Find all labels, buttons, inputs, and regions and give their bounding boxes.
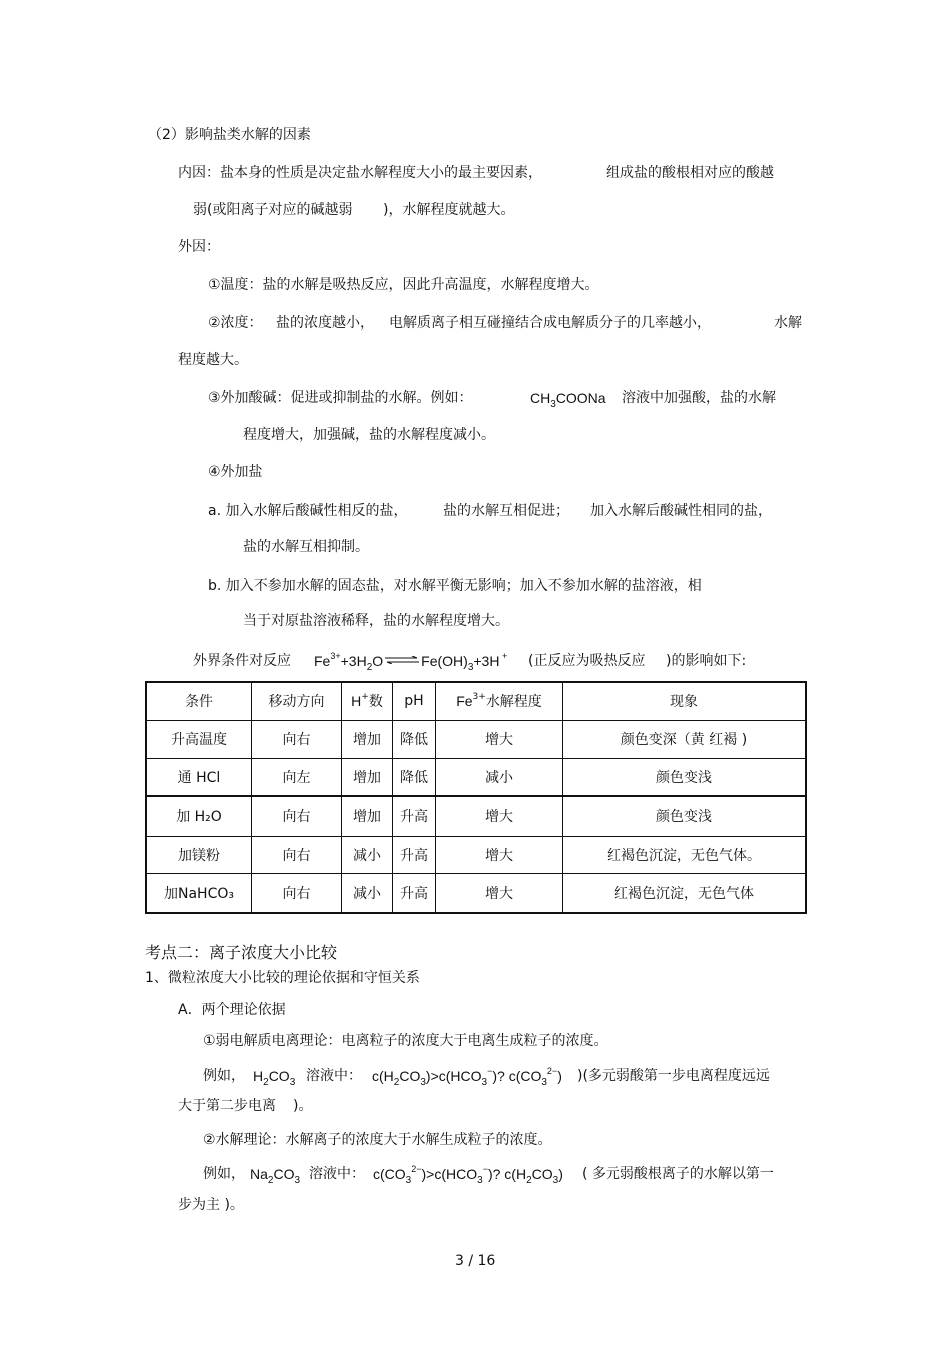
internal-factor-line1a: 内因：盐本身的性质是决定盐水解程度大小的最主要因素， bbox=[178, 165, 542, 181]
cell-h-count: 增加 bbox=[342, 796, 393, 836]
formula-na2co3: $Na_2CO_3$ bbox=[250, 1166, 301, 1186]
cell-phenomenon: 颜色变浅 bbox=[563, 796, 807, 836]
cell-direction: 向右 bbox=[252, 796, 342, 836]
table-row bbox=[146, 720, 806, 758]
theory-hydrolysis: ②水解理论：水解离子的浓度大于水解生成粒子的浓度。 bbox=[203, 1132, 552, 1148]
cell-phenomenon: 红褐色沉淀，无色气体。 bbox=[563, 836, 807, 873]
cell-condition: 加 H₂O bbox=[146, 796, 252, 836]
theory-ionization: ①弱电解质电离理论：电离粒子的浓度大于电离生成粒子的浓度。 bbox=[203, 1033, 608, 1049]
internal-factor-line1b: 组成盐的酸根相对应的酸越 bbox=[606, 165, 774, 181]
cell-h-count: 增加 bbox=[342, 720, 393, 758]
reaction-note-a: (正反应为吸热反应 bbox=[528, 653, 646, 669]
internal-factor-line2a: 弱(或阳离子对应的碱越弱 bbox=[193, 202, 353, 218]
cell-condition: 通 HCl bbox=[146, 758, 252, 796]
example-1-tail: )(多元弱酸第一步电离程度远远 bbox=[577, 1068, 770, 1084]
factor-salt-a2: 盐的水解互相促进； bbox=[443, 503, 569, 519]
reaction-equation: $Fe^{3+}+3H_2O$ $Fe(OH)_3+3H$ + bbox=[314, 651, 508, 673]
cell-ph: 升高 bbox=[393, 796, 436, 836]
cell-hydrolysis: 增大 bbox=[436, 873, 563, 913]
reaction-intro: 外界条件对反应 bbox=[193, 653, 291, 669]
section-kd2-title: 考点二：离子浓度大小比较 bbox=[145, 943, 338, 962]
table-row bbox=[146, 758, 806, 796]
table-row bbox=[146, 796, 806, 836]
header-phenomenon: 现象 bbox=[563, 682, 807, 720]
cell-ph: 升高 bbox=[393, 873, 436, 913]
cell-phenomenon: 红褐色沉淀，无色气体 bbox=[563, 873, 807, 913]
factor-salt-a1: a. 加入水解后酸碱性相反的盐， bbox=[208, 503, 408, 519]
cell-hydrolysis: 增大 bbox=[436, 836, 563, 873]
factor-concentration-e: 程度越大。 bbox=[178, 352, 248, 368]
example-2-line2: 步为主 )。 bbox=[178, 1197, 244, 1213]
kd2-item-a: A．两个理论依据 bbox=[178, 1002, 286, 1018]
factor-acid-base-b: 溶液中加强酸，盐的水解 bbox=[622, 390, 776, 406]
factor-salt: ④外加盐 bbox=[208, 464, 263, 480]
cell-h-count: 减小 bbox=[342, 873, 393, 913]
factor-concentration-b: 盐的浓度越小， bbox=[276, 315, 374, 331]
cell-condition: 加镁粉 bbox=[146, 836, 252, 873]
cell-ph: 降低 bbox=[393, 720, 436, 758]
factor-concentration-c: 电解质离子相互碰撞结合成电解质分子的几率越小， bbox=[389, 315, 711, 331]
factor-acid-base-a: ③外加酸碱：促进或抑制盐的水解。例如： bbox=[208, 390, 473, 406]
external-factor-heading: 外因： bbox=[178, 239, 220, 255]
table-row bbox=[146, 873, 806, 913]
table-row bbox=[146, 836, 806, 873]
example-2-solution: 溶液中： bbox=[309, 1166, 365, 1182]
factor-salt-b1: b. 加入不参加水解的固态盐，对水解平衡无影响；加入不参加水解的盐溶液，相 bbox=[208, 578, 702, 594]
conditions-table bbox=[145, 681, 807, 914]
example-1-label: 例如， bbox=[203, 1068, 245, 1084]
section-2-title: （2）影响盐类水解的因素 bbox=[148, 127, 311, 143]
page-number: 3 / 16 bbox=[455, 1253, 496, 1269]
formula-h2co3: $H_2CO_3$ bbox=[253, 1068, 296, 1088]
example-2-tail: ( 多元弱酸根离子的水解以第一 bbox=[582, 1166, 774, 1182]
cell-h-count: 减小 bbox=[342, 836, 393, 873]
header-h-count: H+数 bbox=[342, 682, 393, 720]
header-condition: 条件 bbox=[146, 682, 252, 720]
cell-hydrolysis: 减小 bbox=[436, 758, 563, 796]
cell-hydrolysis: 增大 bbox=[436, 796, 563, 836]
cell-direction: 向右 bbox=[252, 836, 342, 873]
cell-hydrolysis: 增大 bbox=[436, 720, 563, 758]
cell-phenomenon: 颜色变深（黄 红褐 ) bbox=[563, 720, 807, 758]
cell-condition: 升高温度 bbox=[146, 720, 252, 758]
factor-salt-a4: 盐的水解互相抑制。 bbox=[243, 539, 369, 555]
factor-temperature: ①温度：盐的水解是吸热反应，因此升高温度，水解程度增大。 bbox=[208, 277, 599, 293]
cell-ph: 升高 bbox=[393, 836, 436, 873]
cell-direction: 向右 bbox=[252, 873, 342, 913]
example-1-line2b: )。 bbox=[293, 1098, 313, 1114]
cell-h-count: 增加 bbox=[342, 758, 393, 796]
reaction-note-b: )的影响如下: bbox=[666, 653, 747, 669]
header-hydrolysis: $Fe^{3+}$水解程度 bbox=[436, 682, 563, 720]
factor-acid-base-c: 程度增大，加强碱，盐的水解程度减小。 bbox=[243, 427, 495, 443]
cell-direction: 向左 bbox=[252, 758, 342, 796]
example-1-solution: 溶液中： bbox=[306, 1068, 362, 1084]
equilibrium-arrow-icon bbox=[385, 656, 419, 664]
table-header-row bbox=[146, 682, 806, 720]
header-direction: 移动方向 bbox=[252, 682, 342, 720]
example-2-label: 例如， bbox=[203, 1166, 245, 1182]
example-2-relation: $c(CO_3^{2-})>c(HCO_3^-)$? $c(H_2CO_3)$ bbox=[373, 1164, 563, 1186]
factor-concentration-d: 水解 bbox=[774, 315, 802, 331]
factor-salt-b2: 当于对原盐溶液稀释，盐的水解程度增大。 bbox=[243, 613, 509, 629]
factor-salt-a3: 加入水解后酸碱性相同的盐， bbox=[590, 503, 772, 519]
internal-factor-line2b: )，水解程度就越大。 bbox=[383, 202, 515, 218]
kd2-item-1: 1、微粒浓度大小比较的理论依据和守恒关系 bbox=[145, 970, 420, 986]
factor-concentration-a: ②浓度： bbox=[208, 315, 263, 331]
cell-phenomenon: 颜色变浅 bbox=[563, 758, 807, 796]
cell-direction: 向右 bbox=[252, 720, 342, 758]
example-1-relation: $c(H_2CO_3)>c(HCO_3^-)$? $c(CO_3^{2-})$ bbox=[372, 1066, 562, 1088]
cell-ph: 降低 bbox=[393, 758, 436, 796]
example-1-line2: 大于第二步电离 bbox=[178, 1098, 276, 1114]
cell-condition: 加NaHCO₃ bbox=[146, 873, 252, 913]
header-ph: pH bbox=[393, 682, 436, 720]
formula-ch3coona: $CH_3COONa$ bbox=[530, 390, 606, 410]
